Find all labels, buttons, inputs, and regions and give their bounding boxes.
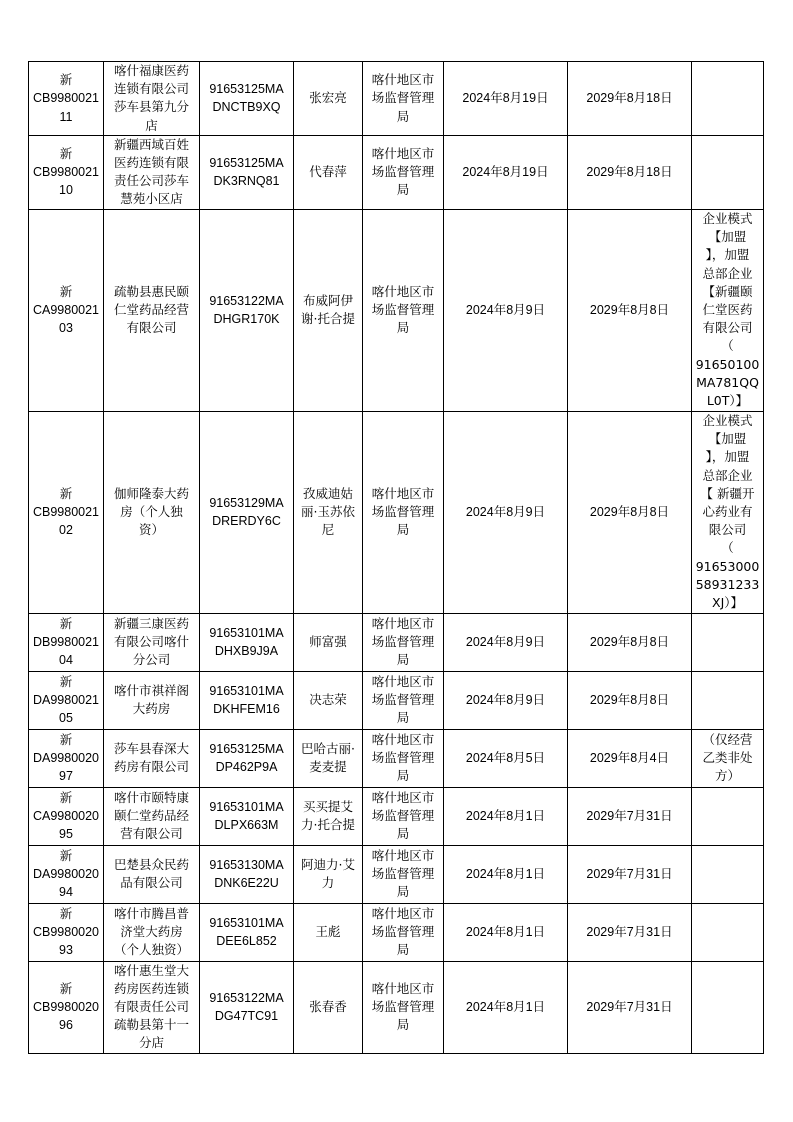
cell-line: 仁堂药品经营 [113, 302, 189, 318]
credit-code-cell [200, 411, 294, 613]
company-name-cell [104, 209, 200, 411]
company-name-cell [104, 411, 200, 613]
company-name-cell [104, 62, 200, 136]
credit-code-cell [200, 961, 294, 1053]
cell-line: 91653129MA [209, 495, 284, 510]
cell-line: CA9980021 [32, 303, 100, 318]
cell-line: 58931233 [695, 576, 760, 592]
cell-line: 营有限公司 [120, 826, 183, 842]
table-row [29, 845, 764, 903]
license-number-cell [29, 961, 104, 1053]
cell-line: 莎车县春深大 [113, 740, 189, 756]
cell-line: 喀什惠生堂大 [113, 962, 189, 978]
cell-line: DLPX663M [214, 818, 279, 833]
cell-line: DEE6L852 [216, 934, 277, 949]
cell-line: DRERDY6C [212, 514, 281, 529]
cell-line: 局 [396, 522, 410, 538]
cell-line: 喀什地区市 [371, 145, 435, 161]
cell-line: DA9980020 [32, 867, 100, 882]
company-name-cell [104, 787, 200, 845]
expiry-date-cell [568, 787, 692, 845]
cell-line: 2029年8月18日 [586, 91, 673, 106]
cell-line: 场监督管理 [371, 924, 435, 940]
cell-line: 资） [138, 522, 164, 538]
remarks-cell [692, 845, 764, 903]
cell-line: 喀什地区市 [371, 283, 435, 299]
legal-person-cell [294, 209, 363, 411]
license-number-cell [29, 209, 104, 411]
cell-line: 91653122MA [209, 293, 284, 308]
expiry-date-cell [568, 903, 692, 961]
cell-line: 慧苑小区店 [120, 191, 183, 207]
cell-line: 新 [59, 732, 73, 747]
issuing-authority-cell [363, 671, 444, 729]
cell-line: 限公司 [708, 522, 747, 538]
cell-line: 2029年8月4日 [589, 751, 670, 766]
cell-line: 师富强 [309, 634, 347, 650]
cell-line: 新疆三康医药 [113, 615, 189, 631]
cell-line: 新 [59, 146, 73, 161]
cell-line: 2029年8月8日 [589, 693, 670, 708]
cell-line: 2024年8月9日 [465, 505, 546, 520]
cell-line: 场监督管理 [371, 866, 435, 882]
cell-line: CB9980021 [32, 505, 100, 520]
cell-line: 喀什市颐特康 [113, 789, 189, 805]
cell-line: 场监督管理 [371, 164, 435, 180]
cell-line: DG47TC91 [214, 1009, 279, 1024]
company-name-cell [104, 135, 200, 209]
cell-line: 03 [59, 321, 73, 336]
cell-line: DHGR170K [213, 312, 280, 327]
cell-line: 局 [396, 652, 410, 668]
cell-line: 2024年8月1日 [465, 867, 546, 882]
credit-code-cell [200, 135, 294, 209]
cell-line: 分公司 [132, 652, 171, 668]
cell-line: 喀什地区市 [371, 731, 435, 747]
cell-line: DA9980020 [32, 751, 100, 766]
cell-line: 96 [59, 1018, 73, 1033]
cell-line: 药房医药连锁 [113, 980, 189, 996]
legal-person-cell [294, 961, 363, 1053]
cell-line: MA781QQ [696, 374, 759, 390]
cell-line: CB9980020 [32, 1000, 100, 1015]
cell-line: 2029年7月31日 [586, 925, 673, 940]
cell-line: 尼 [321, 522, 335, 538]
remarks-cell [692, 209, 764, 411]
cell-line: 买买提艾 [302, 798, 353, 814]
remarks-cell [692, 135, 764, 209]
issue-date-cell [444, 135, 568, 209]
cell-line: 方） [714, 768, 740, 784]
expiry-date-cell [568, 209, 692, 411]
cell-line: 新 [59, 73, 73, 88]
expiry-date-cell [568, 671, 692, 729]
issue-date-cell [444, 903, 568, 961]
cell-line: 91650100 [695, 356, 760, 372]
cell-line: 有限公司 [126, 320, 177, 336]
cell-line: DB9980021 [32, 635, 100, 650]
cell-line: 总部企业 [702, 467, 753, 483]
cell-line: 喀什市祺祥阁 [113, 682, 189, 698]
cell-line: 场监督管理 [371, 634, 435, 650]
table-row [29, 62, 764, 136]
table-row [29, 903, 764, 961]
cell-line: （ [721, 540, 734, 556]
license-table [28, 61, 764, 1054]
cell-line: 局 [396, 826, 410, 842]
credit-code-cell [200, 903, 294, 961]
cell-line: 94 [59, 885, 73, 900]
table-row [29, 411, 764, 613]
cell-line: 91653125MA [209, 82, 284, 97]
table-row [29, 671, 764, 729]
cell-line: 房（个人独 [120, 504, 183, 520]
cell-line: 场监督管理 [371, 90, 435, 106]
remarks-cell [692, 961, 764, 1053]
cell-line: 喀什地区市 [371, 615, 435, 631]
cell-line: 疏勒县惠民颐 [113, 283, 189, 299]
cell-line: 10 [59, 183, 73, 198]
credit-code-cell [200, 671, 294, 729]
cell-line: 企业模式 [702, 413, 753, 428]
cell-line: 2029年7月31日 [586, 809, 673, 824]
legal-person-cell [294, 903, 363, 961]
cell-line: 局 [396, 884, 410, 900]
cell-line: 2024年8月19日 [462, 165, 549, 180]
cell-line: 91653125MA [209, 741, 284, 756]
cell-line: DK3RNQ81 [213, 174, 280, 189]
cell-line: 2029年8月8日 [589, 635, 670, 650]
cell-line: 分店 [138, 1035, 164, 1051]
cell-line: DNCTB9XQ [212, 100, 281, 115]
cell-line: 喀什福康医药 [113, 63, 189, 78]
issuing-authority-cell [363, 411, 444, 613]
expiry-date-cell [568, 411, 692, 613]
credit-code-cell [200, 787, 294, 845]
cell-line: 2024年8月1日 [465, 925, 546, 940]
cell-line: 新 [59, 981, 73, 996]
cell-line: 场监督管理 [371, 750, 435, 766]
cell-line: （ [721, 338, 734, 354]
credit-code-cell [200, 729, 294, 787]
table-row [29, 209, 764, 411]
issue-date-cell [444, 961, 568, 1053]
cell-line: 场监督管理 [371, 999, 435, 1015]
cell-line: 布威阿伊 [302, 292, 353, 308]
table-row [29, 961, 764, 1053]
cell-line: CA9980020 [32, 809, 100, 824]
legal-person-cell [294, 613, 363, 671]
cell-line: 局 [396, 1017, 410, 1033]
legal-person-cell [294, 62, 363, 136]
cell-line: 91653000 [695, 558, 760, 574]
legal-person-cell [294, 845, 363, 903]
cell-line: 丽·玉苏依 [301, 504, 355, 520]
issue-date-cell [444, 613, 568, 671]
cell-line: 2029年8月8日 [589, 505, 670, 520]
cell-line: 场监督管理 [371, 504, 435, 520]
cell-line: 2024年8月5日 [465, 751, 546, 766]
expiry-date-cell [568, 729, 692, 787]
cell-line: 2024年8月1日 [465, 1000, 546, 1015]
remarks-cell [692, 787, 764, 845]
expiry-date-cell [568, 845, 692, 903]
expiry-date-cell [568, 961, 692, 1053]
cell-line: 喀什市腾昌普 [113, 905, 189, 921]
cell-line: 张宏亮 [309, 90, 347, 106]
cell-line: 91653101MA [209, 799, 284, 814]
license-number-cell [29, 787, 104, 845]
cell-line: 品有限公司 [120, 875, 183, 891]
legal-person-cell [294, 411, 363, 613]
cell-line: 局 [396, 710, 410, 726]
cell-line: 店 [145, 117, 158, 133]
cell-line: 心药业有 [702, 504, 753, 520]
cell-line: XJ）】 [712, 595, 743, 611]
cell-line: 91653101MA [209, 915, 284, 930]
license-number-cell [29, 729, 104, 787]
cell-line: 2029年8月8日 [589, 303, 670, 318]
table-row [29, 135, 764, 209]
legal-person-cell [294, 787, 363, 845]
cell-line: 新 [59, 790, 73, 805]
remarks-cell [692, 411, 764, 613]
issuing-authority-cell [363, 845, 444, 903]
cell-line: 05 [59, 711, 73, 726]
remarks-cell [692, 903, 764, 961]
issuing-authority-cell [363, 787, 444, 845]
cell-line: 2024年8月9日 [465, 635, 546, 650]
credit-code-cell [200, 209, 294, 411]
cell-line: 喀什地区市 [371, 72, 435, 88]
cell-line: 疏勒县第十一 [113, 1017, 189, 1033]
cell-line: 喀什地区市 [371, 847, 435, 863]
cell-line: 巴楚县众民药 [113, 856, 189, 872]
cell-line: 场监督管理 [371, 808, 435, 824]
cell-line: 2024年8月9日 [465, 303, 546, 318]
cell-line: 2029年8月18日 [586, 165, 673, 180]
cell-line: 91653130MA [209, 857, 284, 872]
cell-line: 新 [59, 906, 73, 921]
issuing-authority-cell [363, 903, 444, 961]
expiry-date-cell [568, 62, 692, 136]
cell-line: 2024年8月19日 [462, 91, 549, 106]
license-number-cell [29, 613, 104, 671]
table-row [29, 787, 764, 845]
cell-line: 局 [396, 108, 410, 124]
cell-line: 喀什地区市 [371, 789, 435, 805]
cell-line: 谢·托合提 [301, 311, 355, 327]
cell-line: 力·托合提 [301, 817, 355, 833]
credit-code-cell [200, 62, 294, 136]
cell-line: 91653125MA [209, 156, 284, 171]
cell-line: 【 新疆开 [700, 485, 755, 501]
cell-line: （个人独资） [113, 942, 189, 958]
cell-line: 2029年7月31日 [586, 1000, 673, 1015]
cell-line: 新 [59, 674, 73, 689]
cell-line: 代春萍 [309, 164, 347, 180]
cell-line: 喀什地区市 [371, 905, 435, 921]
license-number-cell [29, 411, 104, 613]
cell-line: 局 [396, 942, 410, 958]
cell-line: 91653122MA [209, 990, 284, 1005]
cell-line: 仁堂医药 [702, 302, 753, 318]
cell-line: 91653101MA [209, 625, 284, 640]
cell-line: 【新疆颐 [702, 283, 753, 299]
cell-line: （仅经营 [702, 731, 753, 747]
remarks-cell [692, 671, 764, 729]
table-row [29, 729, 764, 787]
cell-line: 责任公司莎车 [113, 173, 189, 189]
cell-line: 麦麦提 [309, 759, 347, 775]
issuing-authority-cell [363, 961, 444, 1053]
expiry-date-cell [568, 135, 692, 209]
license-number-cell [29, 135, 104, 209]
company-name-cell [104, 613, 200, 671]
cell-line: 有限公司 [702, 320, 753, 336]
cell-line: DKHFEM16 [213, 702, 280, 717]
cell-line: 有限公司喀什 [113, 634, 189, 650]
cell-line: CB9980021 [32, 165, 100, 180]
cell-line: 喀什地区市 [371, 980, 435, 996]
cell-line: DHXB9J9A [214, 644, 279, 659]
remarks-cell [692, 62, 764, 136]
cell-line: 【加盟 [708, 431, 747, 447]
issue-date-cell [444, 787, 568, 845]
company-name-cell [104, 671, 200, 729]
cell-line: 医药连锁有限 [113, 155, 189, 171]
cell-line: 济堂大药房 [120, 924, 183, 940]
cell-line: 新 [59, 486, 73, 501]
cell-line: 新 [59, 284, 73, 299]
legal-person-cell [294, 729, 363, 787]
license-number-cell [29, 671, 104, 729]
cell-line: 喀什地区市 [371, 485, 435, 501]
cell-line: 2024年8月1日 [465, 809, 546, 824]
cell-line: 乙类非处 [702, 750, 753, 766]
license-number-cell [29, 903, 104, 961]
cell-line: 新 [59, 848, 73, 863]
company-name-cell [104, 903, 200, 961]
legal-person-cell [294, 135, 363, 209]
issuing-authority-cell [363, 613, 444, 671]
cell-line: 王彪 [315, 924, 341, 940]
cell-line: 2024年8月9日 [465, 693, 546, 708]
cell-line: 场监督管理 [371, 692, 435, 708]
cell-line: 巴哈古丽· [301, 740, 355, 756]
issuing-authority-cell [363, 62, 444, 136]
cell-line: DP462P9A [215, 760, 278, 775]
table-row [29, 613, 764, 671]
cell-line: 喀什地区市 [371, 673, 435, 689]
cell-line: 【加盟 [708, 229, 747, 245]
company-name-cell [104, 845, 200, 903]
cell-line: CB9980020 [32, 925, 100, 940]
cell-line: 阿迪力·艾 [301, 856, 355, 872]
credit-code-cell [200, 613, 294, 671]
remarks-cell [692, 613, 764, 671]
cell-line: 总部企业 [702, 265, 753, 281]
cell-line: 力 [321, 875, 335, 891]
cell-line: 莎车县第九分 [113, 99, 189, 115]
issue-date-cell [444, 845, 568, 903]
issue-date-cell [444, 671, 568, 729]
cell-line: 新 [59, 616, 73, 631]
issuing-authority-cell [363, 135, 444, 209]
issuing-authority-cell [363, 209, 444, 411]
cell-line: CB9980021 [32, 91, 100, 106]
issuing-authority-cell [363, 729, 444, 787]
cell-line: 局 [396, 320, 410, 336]
cell-line: 11 [59, 109, 73, 124]
expiry-date-cell [568, 613, 692, 671]
issue-date-cell [444, 62, 568, 136]
cell-line: 颐仁堂药品经 [113, 808, 189, 824]
remarks-cell [692, 729, 764, 787]
cell-line: 局 [396, 182, 410, 198]
cell-line: 场监督管理 [371, 302, 435, 318]
cell-line: 93 [59, 943, 73, 958]
company-name-cell [104, 961, 200, 1053]
cell-line: L0T）】 [706, 393, 749, 409]
cell-line: 04 [59, 653, 73, 668]
cell-line: 药房有限公司 [113, 759, 189, 775]
cell-line: 大药房 [132, 701, 171, 717]
cell-line: 企业模式 [702, 211, 753, 226]
issue-date-cell [444, 209, 568, 411]
cell-line: 95 [59, 827, 73, 842]
cell-line: 有限责任公司 [113, 999, 189, 1015]
company-name-cell [104, 729, 200, 787]
table-body [29, 62, 764, 1054]
cell-line: 连锁有限公司 [113, 81, 189, 97]
cell-line: DNK6E22U [214, 876, 279, 891]
legal-person-cell [294, 671, 363, 729]
license-number-cell [29, 62, 104, 136]
cell-line: 2029年7月31日 [586, 867, 673, 882]
cell-line: 新疆西域百姓 [113, 136, 189, 152]
cell-line: DA9980021 [32, 693, 100, 708]
credit-code-cell [200, 845, 294, 903]
cell-line: 97 [59, 769, 73, 784]
issue-date-cell [444, 729, 568, 787]
cell-line: 91653101MA [209, 683, 284, 698]
license-number-cell [29, 845, 104, 903]
cell-line: 伽师隆泰大药 [113, 485, 189, 501]
cell-line: 孜威迪姑 [302, 485, 353, 501]
cell-line: 决志荣 [309, 692, 347, 708]
cell-line: 】，加盟 [705, 247, 750, 263]
cell-line: 】，加盟 [705, 449, 750, 465]
cell-line: 局 [396, 768, 410, 784]
issue-date-cell [444, 411, 568, 613]
cell-line: 张春香 [309, 999, 347, 1015]
cell-line: 02 [59, 523, 73, 538]
